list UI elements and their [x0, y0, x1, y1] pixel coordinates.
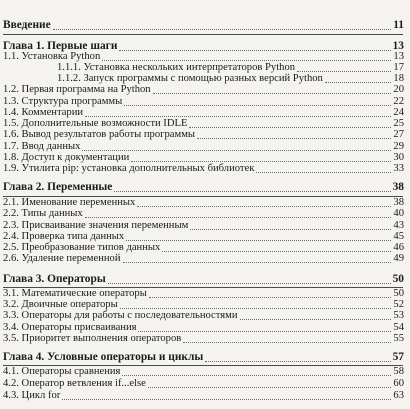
- leader-dots: [62, 399, 391, 400]
- leader-dots: [153, 93, 392, 94]
- leader-dots: [205, 361, 390, 362]
- toc-entry-title: Глава 1. Первые шаги: [3, 40, 118, 52]
- toc-entry-title: 3.1. Математические операторы: [3, 288, 147, 299]
- toc-entry-page: 45: [393, 231, 404, 242]
- toc-entry-page: 38: [393, 197, 404, 208]
- toc-entry-page: 27: [393, 129, 404, 140]
- toc-entry[interactable]: [0, 390, 410, 402]
- leader-dots: [297, 71, 391, 72]
- toc-entry-page: 24: [393, 107, 404, 118]
- toc-entry-page: 18: [393, 73, 404, 84]
- toc-entry-title: 2.1. Именование переменных: [3, 197, 136, 208]
- toc-entry-title: 1.7. Ввод данных: [3, 141, 81, 152]
- toc-entry-title: 1.1. Установка Python: [3, 51, 101, 62]
- toc-entry-page: 54: [393, 322, 404, 333]
- leader-dots: [162, 251, 391, 252]
- toc-entry-title: 2.3. Присваивание значения переменным: [3, 220, 189, 231]
- toc-entry-page: 20: [393, 84, 404, 95]
- leader-dots: [85, 217, 392, 218]
- toc-entry-chapter[interactable]: [0, 351, 410, 364]
- leader-dots: [189, 127, 391, 128]
- toc-entry-title: 1.5. Дополнительные возможности IDLE: [3, 118, 188, 129]
- leader-dots: [108, 283, 391, 284]
- toc-entry-page: 55: [393, 333, 404, 344]
- leader-dots: [53, 29, 392, 30]
- toc-entry[interactable]: [0, 163, 410, 175]
- toc-entry-page: 25: [393, 118, 404, 129]
- leader-dots: [120, 308, 392, 309]
- toc-entry-title: 1.1.1. Установка нескольких интерпретаторов Python: [57, 62, 296, 73]
- toc-entry[interactable]: [0, 333, 410, 345]
- toc-entry-chapter[interactable]: [0, 181, 410, 194]
- toc-entry-title: 1.2. Первая программа на Python: [3, 84, 151, 95]
- toc-entry-page: 49: [393, 253, 404, 264]
- toc-entry-page: 58: [393, 366, 404, 377]
- toc-entry-page: 29: [393, 141, 404, 152]
- leader-dots: [138, 331, 391, 332]
- leader-dots: [123, 262, 392, 263]
- leader-dots: [114, 191, 390, 192]
- toc-entry[interactable]: [0, 378, 410, 390]
- leader-dots: [148, 387, 392, 388]
- toc-entry-title: 1.8. Доступ к документации: [3, 152, 130, 163]
- leader-dots: [183, 342, 391, 343]
- leader-dots: [122, 375, 391, 376]
- toc-entry-page: 53: [393, 310, 404, 321]
- leader-dots: [325, 82, 392, 83]
- toc-entry-title: 1.9. Утилита pip: установка дополнительных библиотек: [3, 163, 255, 174]
- toc-entry[interactable]: [0, 208, 410, 220]
- chapter-rule: [3, 34, 403, 35]
- toc-entry-page: 50: [392, 273, 404, 285]
- toc-entry-title: 4.3. Цикл for: [3, 390, 61, 401]
- toc-entry-title: 2.5. Преобразование типов данных: [3, 242, 161, 253]
- toc-entry-title: 3.2. Двоичные операторы: [3, 299, 118, 310]
- toc-entry-page: 22: [393, 96, 404, 107]
- leader-dots: [85, 116, 391, 117]
- toc-entry-title: 1.6. Вывод результатов работы программы: [3, 129, 196, 140]
- toc-entry-title: Введение: [3, 19, 51, 31]
- leader-dots: [197, 138, 391, 139]
- leader-dots: [137, 206, 391, 207]
- toc-entry-page: 57: [392, 351, 404, 363]
- toc-entry-page: 63: [393, 390, 404, 401]
- leader-dots: [240, 319, 392, 320]
- leader-dots: [82, 150, 391, 151]
- leader-dots: [124, 105, 391, 106]
- toc-entry-page: 52: [393, 299, 404, 310]
- toc-entry[interactable]: [0, 84, 410, 96]
- toc-entry-chapter[interactable]: [0, 273, 410, 286]
- toc-entry-title: 4.2. Оператор ветвления if...else: [3, 378, 146, 389]
- toc-entry-title: Глава 3. Операторы: [3, 273, 106, 285]
- toc-entry-title: 1.4. Комментарии: [3, 107, 84, 118]
- toc-entry[interactable]: [0, 366, 410, 378]
- toc-entry-page: 13: [392, 40, 404, 52]
- toc-entry-page: 43: [393, 220, 404, 231]
- toc-entry-title: 1.3. Структура программы: [3, 96, 123, 107]
- toc-entry-title: 4.1. Операторы сравнения: [3, 366, 121, 377]
- leader-dots: [102, 60, 391, 61]
- toc-entry-title: Глава 2. Переменные: [3, 181, 113, 193]
- leader-dots: [126, 240, 391, 241]
- toc-entry-page: 13: [393, 51, 404, 62]
- leader-dots: [131, 161, 391, 162]
- toc-entry-title: Глава 4. Условные операторы и циклы: [3, 351, 204, 363]
- toc-entry-title: 2.6. Удаление переменной: [3, 253, 121, 264]
- toc-entry-page: 50: [393, 288, 404, 299]
- toc-entry-page: 11: [393, 19, 404, 31]
- toc-entry-page: 38: [392, 181, 404, 193]
- toc-entry[interactable]: [0, 129, 410, 141]
- toc-entry-page: 60: [393, 378, 404, 389]
- leader-dots: [190, 229, 391, 230]
- toc-entry-page: 17: [393, 62, 404, 73]
- leader-dots: [256, 172, 391, 173]
- toc-entry-page: 33: [393, 163, 404, 174]
- toc-entry-title: 2.2. Типы данных: [3, 208, 83, 219]
- toc-entry[interactable]: [0, 310, 410, 322]
- toc-entry[interactable]: [0, 253, 410, 265]
- toc-entry-title: 2.4. Проверка типа данных: [3, 231, 125, 242]
- leader-dots: [149, 297, 392, 298]
- toc-entry-page: 30: [393, 152, 404, 163]
- toc-entry-title: 3.4. Операторы присваивания: [3, 322, 137, 333]
- toc-entry-page: 40: [393, 208, 404, 219]
- toc-entry-title: 3.5. Приоритет выполнения операторов: [3, 333, 182, 344]
- toc-entry-title: 1.1.2. Запуск программы с помощью разных версий Python: [57, 73, 323, 84]
- toc-entry-page: 46: [393, 242, 404, 253]
- toc-entry-chapter[interactable]: [0, 19, 410, 32]
- toc-entry-title: 3.3. Операторы для работы с последовательностями: [3, 310, 238, 321]
